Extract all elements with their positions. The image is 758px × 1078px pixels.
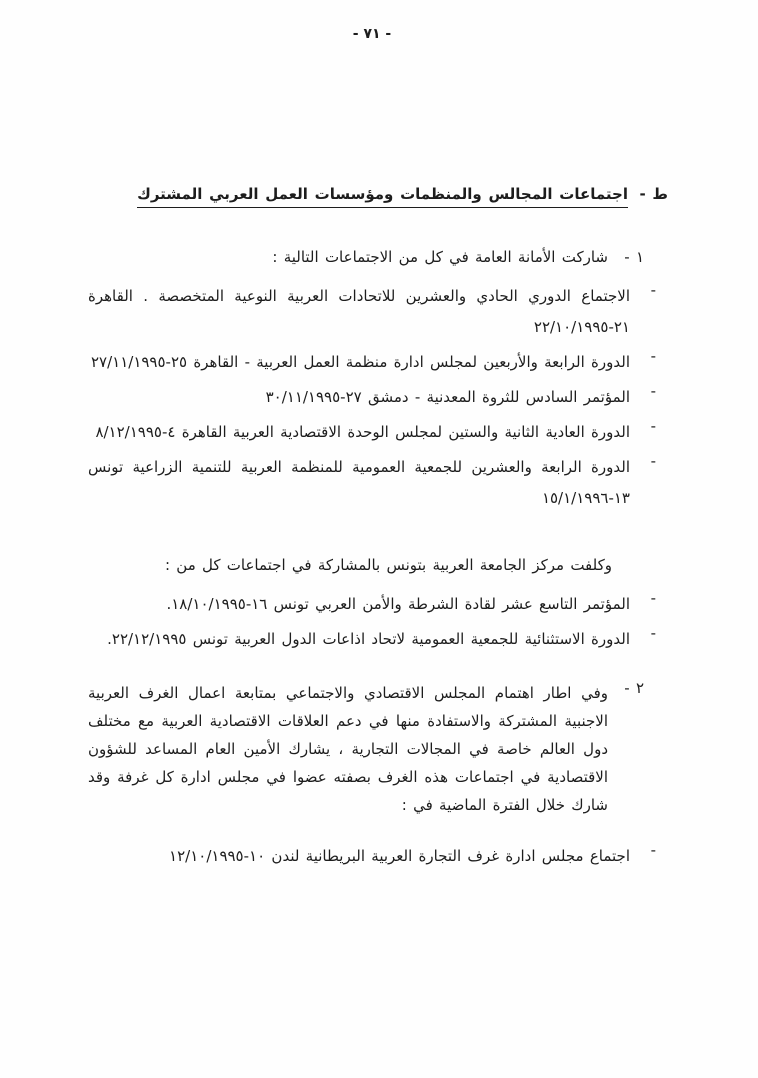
- section-heading: [88, 185, 668, 208]
- section-heading-title: اجتماعات المجالس والمنظمات ومؤسسات العمل العربي المشترك: [137, 185, 628, 208]
- meeting-list-item: [88, 624, 668, 655]
- meeting-list-item: [88, 589, 668, 620]
- meeting-list-item: [88, 347, 668, 378]
- dash-marker: -: [650, 347, 656, 365]
- meeting-list-item: [88, 452, 668, 514]
- item-2-text: وفي اطار اهتمام المجلس الاقتصادي والاجتماعي بمتابعة اعمال الغرف العربية الاجنبية المشتركة والاستفادة منها في دعم العلاقات الاقتصادية العربية مع مختلف دول العالم خاصة في المجالات التجارية ، يشارك الأمين العام المساعد للشؤون الاقتصادية في اجتماعات هذه الغرف بصفته عضوا في مجلس ادارة كل غرفة وقد شارك خلال الفترة الماضية في :: [88, 684, 608, 814]
- meeting-text: اجتماع مجلس ادارة غرف التجارة العربية البريطانية لندن ١٠-١٢/١٠/١٩٩٥: [169, 847, 630, 865]
- meeting-text: المؤتمر التاسع عشر لقادة الشرطة والأمن العربي تونس ١٦-١٨/١٠/١٩٩٥.: [166, 595, 630, 613]
- document-content: [88, 0, 668, 876]
- numbered-item-2: [88, 679, 668, 819]
- meeting-list-item: [88, 841, 668, 872]
- meeting-text: الاجتماع الدوري الحادي والعشرين للاتحادات العربية النوعية المتخصصة . القاهرة ٢١-٢٢/١٠/١٩٩٥: [88, 287, 630, 336]
- meeting-text: الدورة العادية الثانية والستين لمجلس الوحدة الاقتصادية العربية القاهرة ٤-٨/١٢/١٩٩٥: [95, 423, 630, 441]
- dash-marker: -: [650, 589, 656, 607]
- page-number: - ٧١ -: [352, 26, 392, 42]
- item-1-number-marker: ١ -: [624, 248, 644, 266]
- dash-marker: -: [650, 624, 656, 642]
- dash-marker: -: [650, 417, 656, 435]
- meetings-list-b: [88, 589, 668, 655]
- meeting-text: المؤتمر السادس للثروة المعدنية - دمشق ٢٧-٣٠/١١/١٩٩٥: [265, 388, 630, 406]
- dash-marker: -: [650, 452, 656, 470]
- item-1-text: شاركت الأمانة العامة في كل من الاجتماعات التالية :: [272, 248, 608, 266]
- meeting-list-item: [88, 382, 668, 413]
- meeting-list-item: [88, 417, 668, 448]
- meeting-text: الدورة الاستثنائية للجمعية العمومية لاتحاد اذاعات الدول العربية تونس ٢٢/١٢/١٩٩٥.: [107, 630, 630, 648]
- dash-marker: -: [650, 841, 656, 859]
- dash-marker: -: [650, 382, 656, 400]
- item-2-number-marker: ٢ -: [624, 679, 644, 697]
- meetings-list-a: [88, 281, 668, 514]
- meeting-text: الدورة الرابعة والعشرين للجمعية العمومية للمنظمة العربية للتنمية الزراعية تونس ١٣-١٥/١/١٩٩٦: [88, 458, 630, 507]
- dash-marker: -: [650, 281, 656, 299]
- meeting-text: الدورة الرابعة والأربعين لمجلس ادارة منظمة العمل العربية - القاهرة ٢٥-٢٧/١١/١٩٩٥: [90, 353, 630, 371]
- delegation-intro-paragraph: وكلفت مركز الجامعة العربية بتونس بالمشاركة في اجتماعات كل من :: [164, 556, 612, 574]
- numbered-item-1: [88, 242, 668, 273]
- meetings-list-c: [88, 841, 668, 872]
- section-heading-marker: ط -: [639, 185, 668, 203]
- meeting-list-item: [88, 281, 668, 343]
